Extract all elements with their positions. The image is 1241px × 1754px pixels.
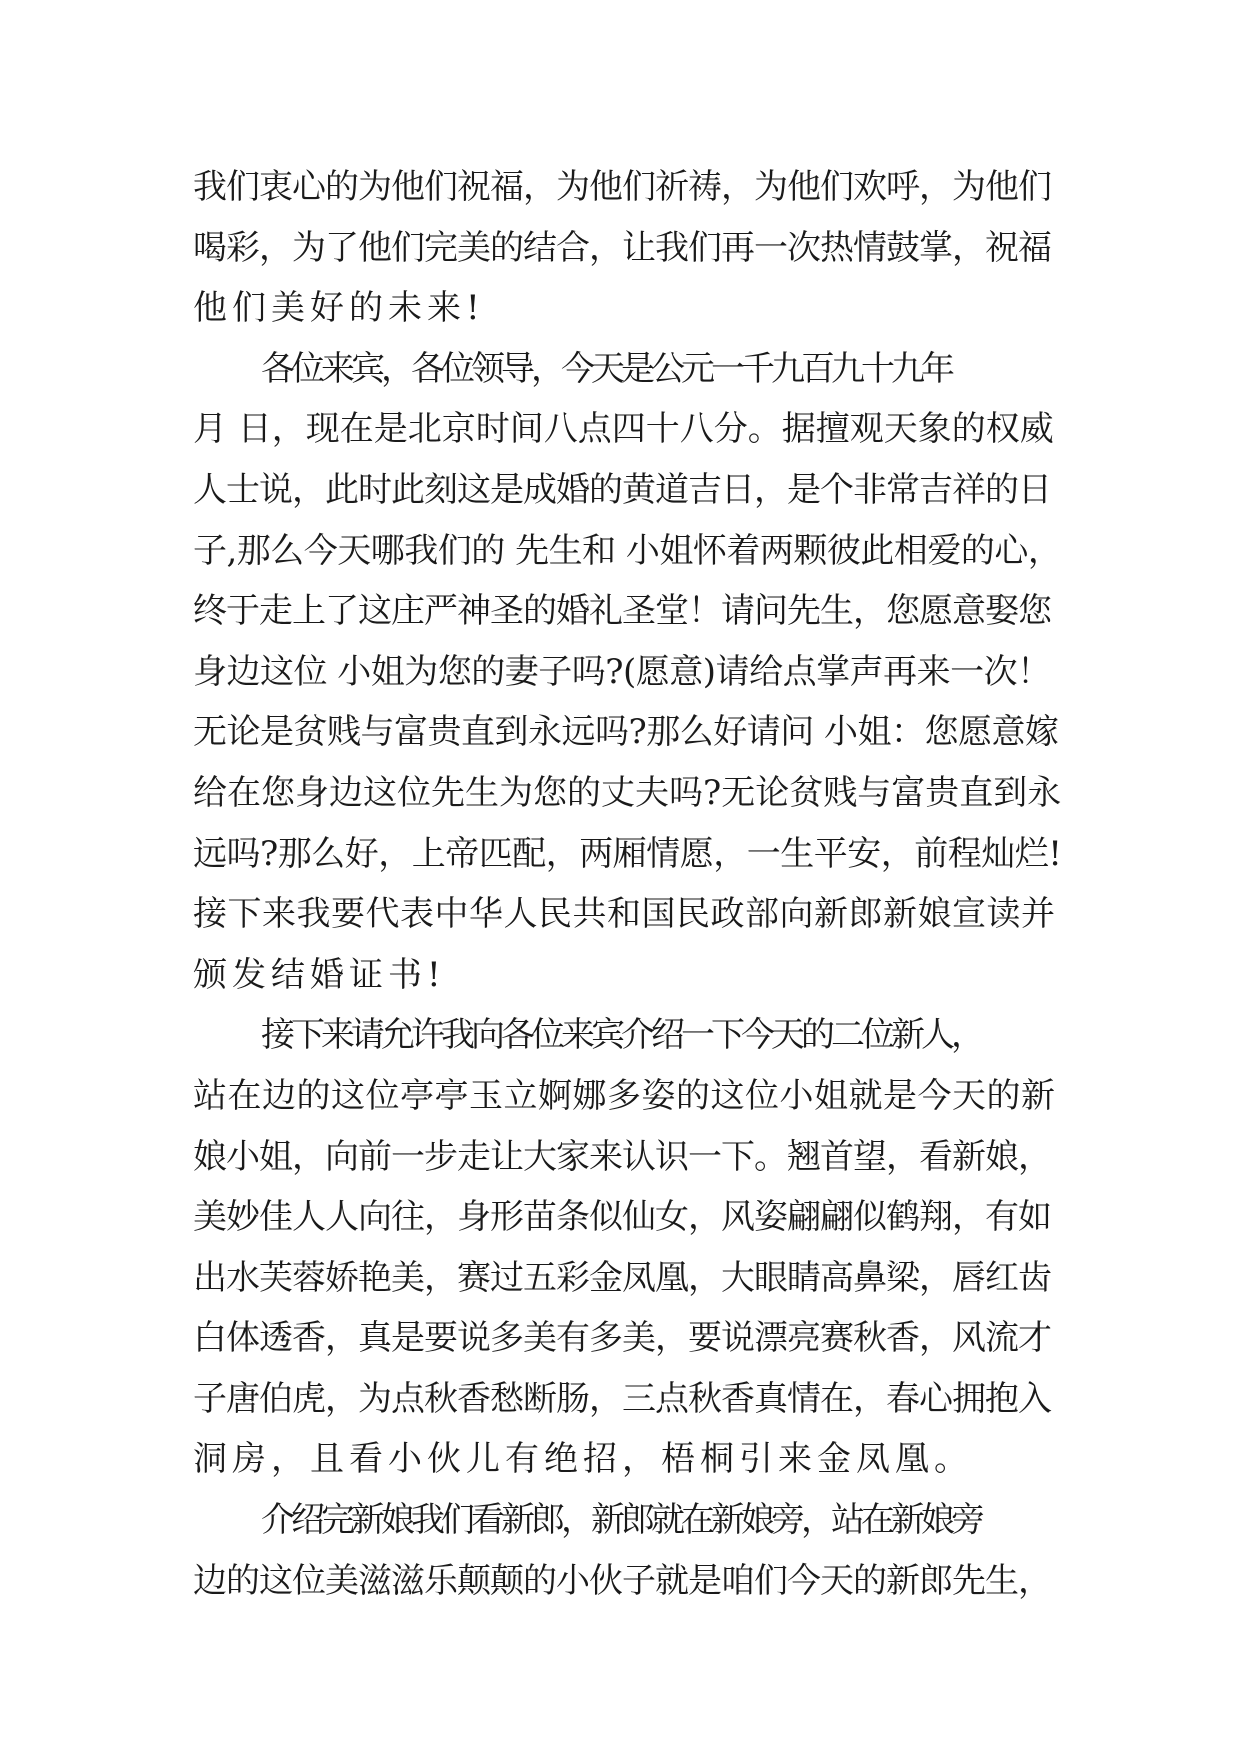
text-line: 站在边的这位亭亭玉立婀娜多姿的这位小姐就是今天的新 (193, 1075, 1056, 1116)
text-line: 终于走上了这庄严神圣的婚礼圣堂！请问先生，您愿意娶您 (193, 591, 1051, 632)
text-line: 子唐伯虎，为点秋香愁断肠，三点秋香真情在，春心拥抱入 (193, 1378, 1051, 1419)
text-line: 颁发结婚证书! (193, 954, 446, 995)
text-line: 介绍完新娘我们看新郎，新郎就在新娘旁，站在新娘旁 (261, 1500, 981, 1541)
text-line: 边的这位美滋滋乐颠颠的小伙子就是咱们今天的新郎先生， (193, 1560, 1051, 1601)
text-line: 他们美好的未来! (193, 288, 485, 329)
text-line: 洞房，且看小伙儿有绝招，梧桐引来金凤凰。 (193, 1439, 973, 1480)
text-line: 人士说，此时此刻这是成婚的黄道吉日，是个非常吉祥的日 (193, 469, 1051, 510)
text-line: 无论是贫贱与富贵直到永远吗?那么好请问 小姐：您愿意嫁 (193, 712, 1059, 753)
text-line: 出水芙蓉娇艳美，赛过五彩金凤凰，大眼睛高鼻梁，唇红齿 (193, 1257, 1051, 1298)
text-line: 美妙佳人人向往，身形苗条似仙女，风姿翩翩似鹤翔，有如 (193, 1197, 1051, 1238)
text-line: 给在您身边这位先生为您的丈夫吗?无论贫贱与富贵直到永 (193, 772, 1062, 813)
document-body (193, 157, 1061, 1611)
text-line: 各位来宾，各位领导，今天是公元一千九百九十九年 (261, 348, 951, 389)
text-line: 娘小姐，向前一步走让大家来认识一下。翘首望，看新娘， (193, 1136, 1051, 1177)
text-line: 接下来请允许我向各位来宾介绍一下今天的二位新人， (261, 1015, 981, 1056)
text-line: 接下来我要代表中华人民共和国民政部向新郎新娘宣读并 (193, 894, 1056, 935)
text-line: 我们衷心的为他们祝福，为他们祈祷，为他们欢呼，为他们 (193, 167, 1051, 207)
text-line: 身边这位 小姐为您的妻子吗?(愿意)请给点掌声再来一次！ (193, 651, 1051, 692)
text-line: 月 日，现在是北京时间八点四十八分。据擅观天象的权威 (193, 409, 1054, 450)
text-line: 白体透香，真是要说多美有多美，要说漂亮赛秋香，风流才 (193, 1318, 1051, 1359)
text-line: 喝彩，为了他们完美的结合，让我们再一次热情鼓掌，祝福 (193, 227, 1051, 268)
text-line: 子,那么今天哪我们的 先生和 小姐怀着两颗彼此相爱的心， (193, 530, 1062, 571)
text-line: 远吗?那么好，上帝匹配，两厢情愿，一生平安，前程灿烂! (193, 833, 1062, 874)
